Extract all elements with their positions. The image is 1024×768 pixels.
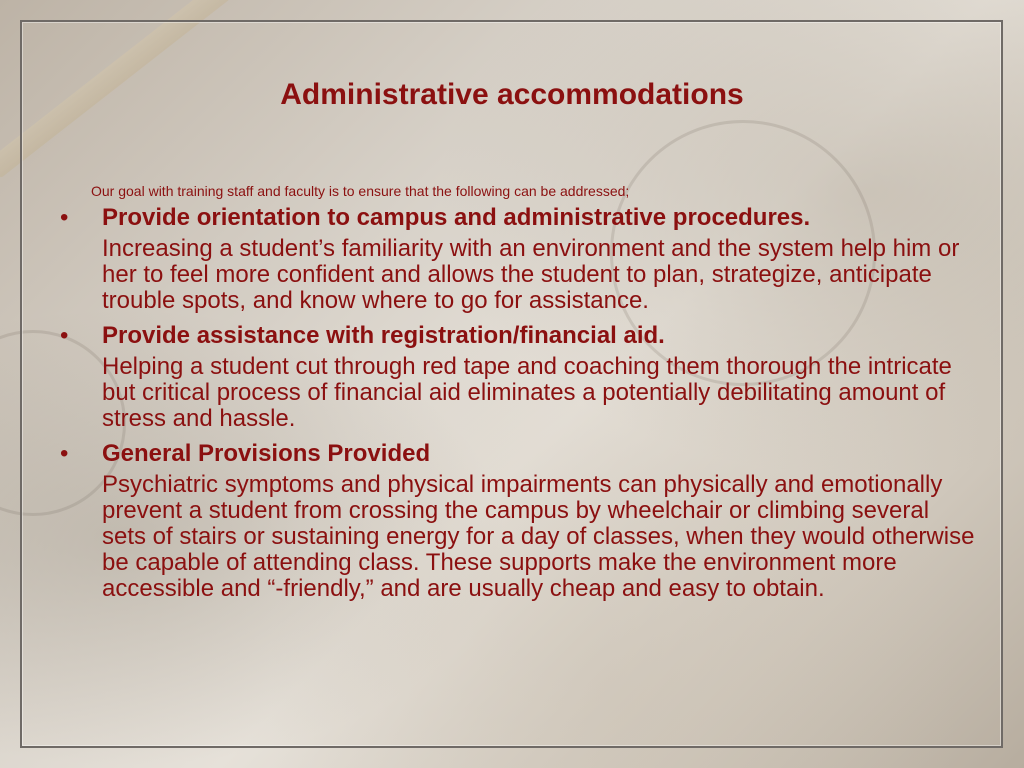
bullet-label: Provide assistance with registration/financial aid. <box>102 322 665 349</box>
bullet-item-general-provisions <box>60 438 975 602</box>
bullet-list <box>60 202 975 608</box>
intro-text: Our goal with training staff and faculty is to ensure that the following can be addressed; <box>91 183 630 199</box>
bullet-dot: • <box>60 440 69 467</box>
bullet-description: Increasing a student’s familiarity with an environment and the system help him or her to feel more confident and allows the student to plan, strategize, anticipate trouble spots, and know where to go for assistance. <box>102 235 960 314</box>
bullet-description: Helping a student cut through red tape and coaching them thorough the intricate but critical process of financial aid eliminates a potentially debilitating amount of stress and hassle. <box>102 353 952 432</box>
bullet-dot: • <box>60 204 69 231</box>
bullet-item-financial-aid <box>60 320 975 432</box>
bullet-dot: • <box>60 322 69 349</box>
bullet-label: General Provisions Provided <box>102 440 431 467</box>
bullet-description: Psychiatric symptoms and physical impairments can physically and emotionally prevent a student from crossing the campus by wheelchair or climbing several sets of stairs or sustaining energy for a day of classes, when they would otherwise be capable of attending class. These supports make the environment more accessible and “-friendly,” and are usually cheap and easy to obtain. <box>102 471 975 602</box>
slide-title: Administrative accommodations <box>280 78 744 111</box>
bullet-label: Provide orientation to campus and administrative procedures. <box>102 204 811 231</box>
bullet-item-orientation <box>60 202 975 314</box>
